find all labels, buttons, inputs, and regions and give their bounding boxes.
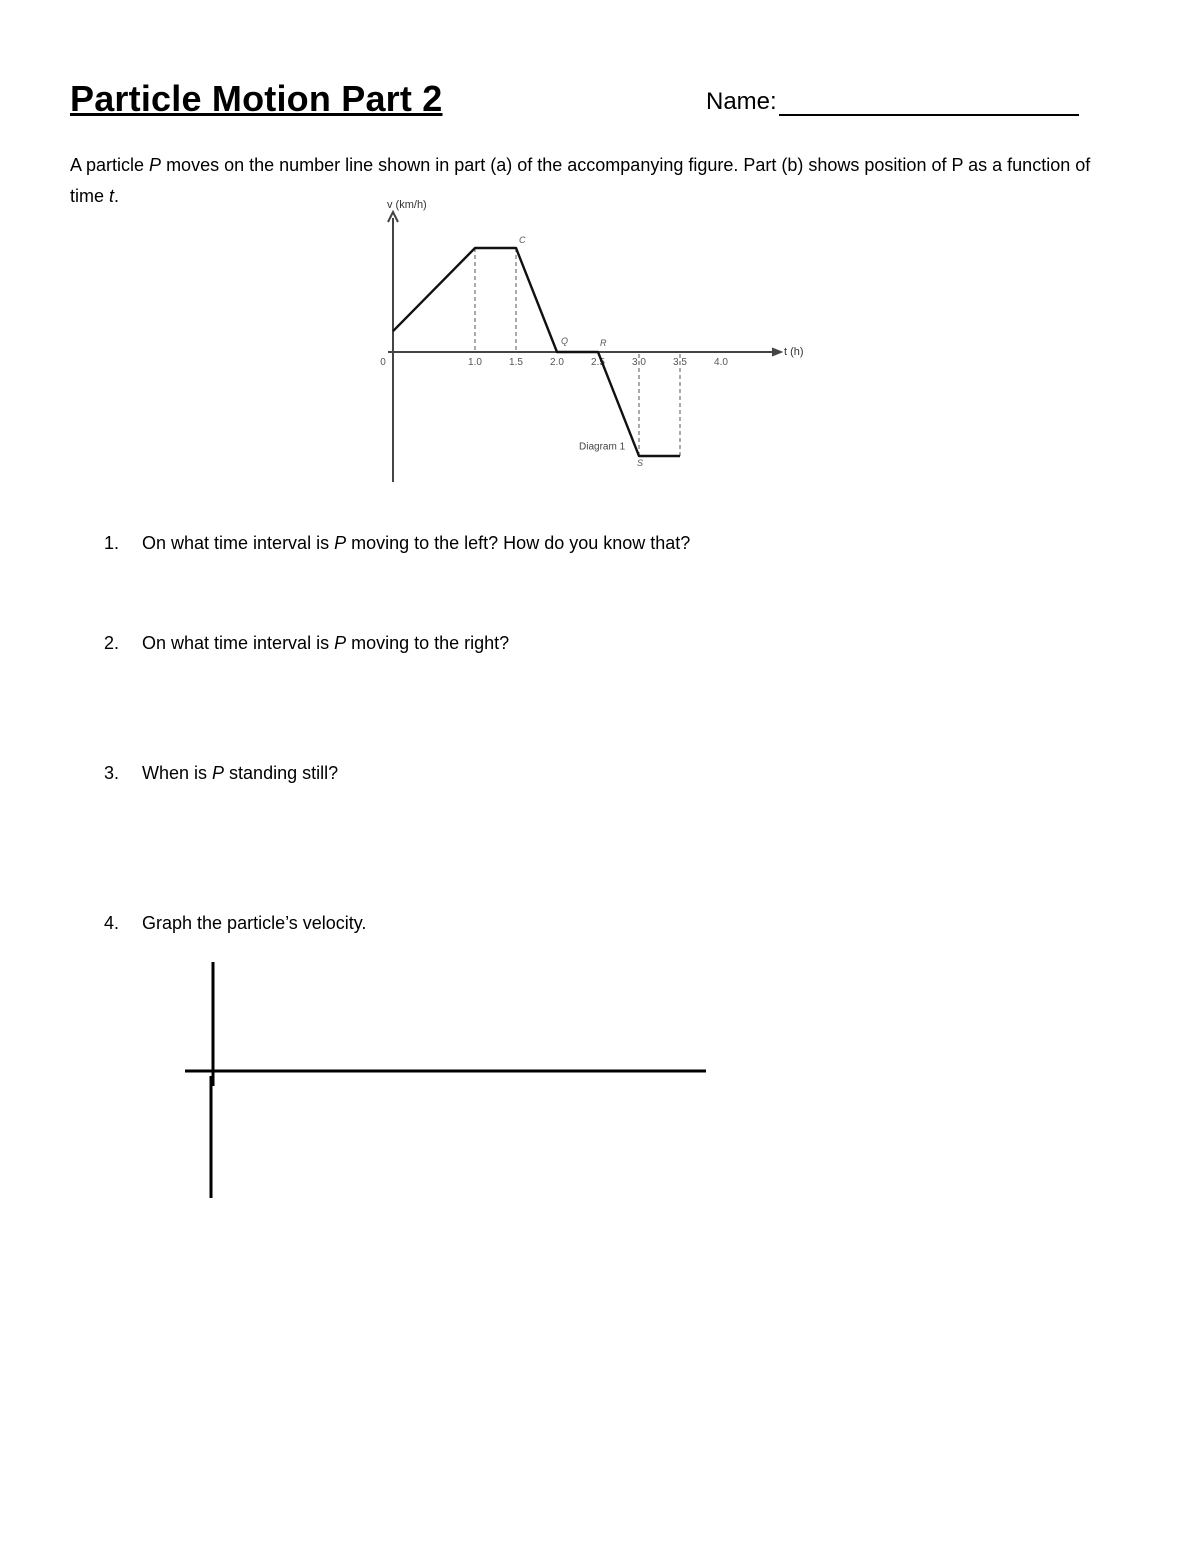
name-label: Name:: [706, 88, 777, 115]
question-text: Graph the particle’s velocity.: [142, 913, 367, 933]
name-field: [706, 88, 1079, 116]
intro-var-p: P: [149, 155, 162, 175]
point-label: R: [600, 338, 607, 348]
question-number: 1.: [104, 533, 120, 553]
blank-velocity-axes[interactable]: [180, 958, 720, 1203]
x-tick-label: 4.0: [714, 357, 728, 368]
x-axis-label: t (h): [784, 346, 804, 358]
question-text-end: moving to the right?: [346, 633, 510, 653]
name-blank[interactable]: [779, 92, 1079, 116]
x-tick-label: 2.0: [550, 357, 564, 368]
intro-var-t: t: [109, 186, 115, 206]
x-tick-label: 3.0: [632, 357, 646, 368]
intro-text-3: .: [114, 186, 120, 206]
question-number: 3.: [104, 763, 120, 783]
question-number: 2.: [104, 633, 120, 653]
y-axis-label: v (km/h): [387, 199, 427, 211]
question-text: On what time interval is: [142, 533, 335, 553]
question-4: [104, 913, 366, 934]
intro-text-1: A particle: [70, 155, 150, 175]
x-tick-label: 2.5: [591, 357, 605, 368]
chart-title: Diagram 1: [579, 441, 626, 453]
point-label: C: [519, 235, 526, 245]
x-tick-label: 1.0: [468, 357, 482, 368]
point-label: S: [637, 458, 644, 468]
question-var: P: [212, 763, 225, 783]
x-axis-arrow: [772, 348, 782, 356]
question-1: [104, 533, 690, 554]
question-var: P: [334, 633, 347, 653]
diagram-1-chart: [370, 192, 820, 482]
question-text-end: moving to the left? How do you know that?: [346, 533, 691, 553]
question-var: P: [334, 533, 347, 553]
point-label: Q: [561, 336, 569, 346]
page-title: Particle Motion Part 2: [70, 78, 443, 119]
x-tick-label: 1.5: [509, 357, 523, 368]
x-tick-label: 0: [380, 357, 386, 368]
question-text: On what time interval is: [142, 633, 335, 653]
question-text: When is: [142, 763, 213, 783]
question-text-end: standing still?: [224, 763, 339, 783]
intro-text-2: moves on the number line shown in part (a) of the accompanying figure. Part (b) shows position of P as a function of time: [70, 155, 1091, 206]
question-3: [104, 763, 338, 784]
question-2: [104, 633, 509, 654]
x-tick-label: 3.5: [673, 357, 687, 368]
question-number: 4.: [104, 913, 120, 933]
